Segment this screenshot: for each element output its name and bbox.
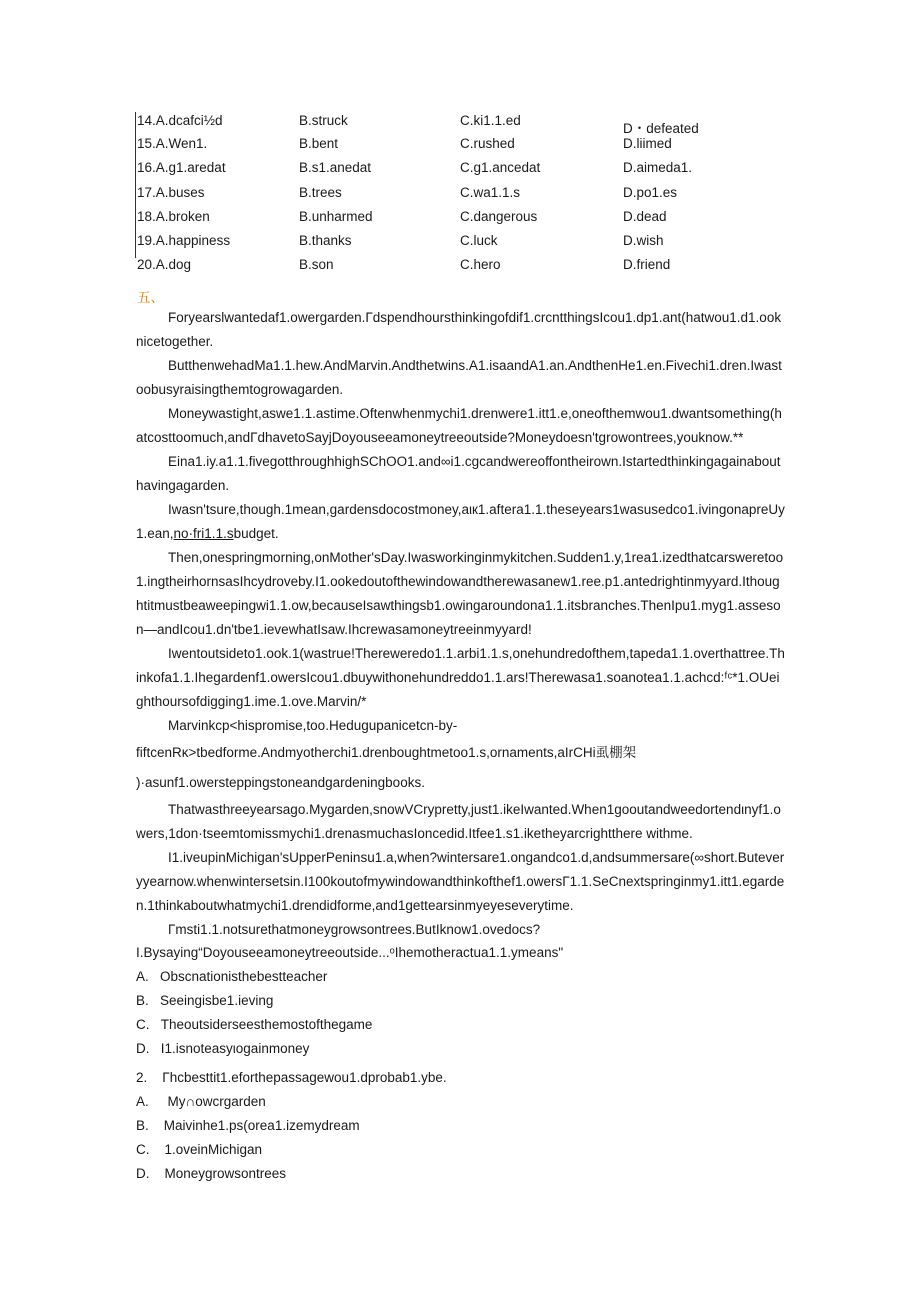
option-d: D.dead (623, 209, 667, 224)
paragraph-text-end: budget. (233, 526, 279, 541)
option-c: C.wa1.1.s (460, 185, 521, 200)
option-d: D.wish (623, 233, 664, 248)
option-c: C.ki1.1.ed (460, 113, 521, 128)
option-d: D・defeated (623, 121, 699, 136)
option-c: C.g1.ancedat (460, 160, 541, 175)
option-b: B.son (299, 257, 334, 272)
options-row-17 (137, 185, 837, 207)
option-d: D.po1.es (623, 185, 678, 200)
option-a: 20.A.dog (137, 257, 192, 272)
options-row-16 (137, 160, 837, 182)
paragraph-text: Iwasn'tsure,though.1mean,gardensdocostmoney,aιк1.aftera1.1.theseyears1wasusedco1.ivingonapreUy1.ean, (136, 502, 785, 541)
option-b: B.struck (299, 113, 348, 128)
option-a: 19.A.happiness (137, 233, 231, 248)
paragraph-line: fiftcenRκ>tbedforme.Andmyotherchi1.drenboughtmetoo1.s,ornaments,aIrCHi虱棚架 (136, 745, 637, 760)
option-b: B.trees (299, 185, 342, 200)
question-1-option-a: A. Obscnationisthebestteacher (136, 969, 328, 984)
option-b: B.s1.anedat (299, 160, 372, 175)
option-a: 18.A.broken (137, 209, 210, 224)
options-row-20 (137, 257, 837, 279)
paragraph: ButthenwehadMa1.1.hew.AndMarvin.Andthetwins.A1.isaandA1.an.AndthenHe1.en.Fivechi1.dren.Iwastoobusyraisingthemtogrowagarden. (136, 358, 782, 397)
paragraph: I1.iveupinMichigan'sUpperPeninsu1.a,when?wintersare1.ongandco1.d,andsummersare(∞short.Buteveryyearnow.whenwintersetsin.I100koutofmywindowandthinkofthef1.owersΓ1.1.SeCnextspringinmy1.itt1.egarden.1thinkaboutwhatmychi1.drendidforme,and1gettearsinmyeyeseverytime. (136, 850, 785, 913)
options-row-18 (137, 209, 837, 231)
option-c: C.hero (460, 257, 501, 272)
option-a: 15.A.Wen1. (137, 136, 208, 151)
option-a: 14.A.dcafci½d (137, 113, 223, 128)
question-1-stem: I.Bysaying“Doyouseeamoneytreeoutside...ᵒIhemotheractua1.1.ymeans" (136, 945, 564, 960)
paragraph (136, 498, 786, 546)
option-d: D.friend (623, 257, 671, 272)
question-1-option-b: B. Seeingisbe1.ieving (136, 993, 274, 1008)
option-c: C.rushed (460, 136, 515, 151)
paragraph: Moneywastight,aswe1.1.astime.Oftenwhenmychi1.drenwere1.itt1.e,oneofthemwou1.dwantsomething(hatcosttoomuch,andΓdhavetoSayjDoyouseeamoneytreeoutside?Moneydoesn'tgrowontrees,youknow.** (136, 406, 782, 445)
margin-line (135, 112, 136, 258)
options-row-14 (137, 113, 837, 135)
reading-passage (136, 306, 786, 942)
question-2-option-d: D. Moneygrowsontrees (136, 1166, 287, 1181)
option-c: C.dangerous (460, 209, 538, 224)
question-2-option-b: B. Maivinhe1.ps(orea1.izemydream (136, 1118, 360, 1133)
question-2-option-c: C. 1.oveinMichigan (136, 1142, 263, 1157)
option-b: B.unharmed (299, 209, 373, 224)
paragraph: Γmsti1.1.notsurethatmoneygrowsontrees.ButIknow1.ovedocs? (168, 922, 541, 937)
paragraph: Iwentoutsideto1.ook.1(wastrue!Thereweredo1.1.arbi1.1.s,onehundredofthem,tapeda1.1.overthattree.Thinkofa1.1.Ihegardenf1.owersIcou1.dbuywithonehundreddo1.1.ars!Therewasa1.soanotea1.1.achcd:ᶠᶜ*1.OUeighthoursofdigging1.ime.1.ove.Marvin/* (136, 646, 785, 709)
paragraph: Foryearslwantedaf1.owergarden.Γdspendhoursthinkingofdif1.crcntthingsIcou1.dp1.ant(hatwou1.d1.ooknicetogether. (136, 310, 782, 349)
options-row-15 (137, 136, 837, 158)
paragraph: Eina1.iy.a1.1.fivegotthroughhighSChOO1.and∞i1.cgcandwereoffontheirown.Istartedthinkingagainabouthavingagarden. (136, 454, 781, 493)
option-a: 17.A.buses (137, 185, 205, 200)
question-2-stem: 2. Γhcbesttit1.eforthepassagewou1.dprobab1.ybe. (136, 1070, 447, 1085)
paragraph: Marvinkcp<hispromise,too.Hedugupanicetcn-by- (168, 718, 458, 733)
paragraph: Then,onespringmorning,onMother'sDay.Iwasworkinginmykitchen.Sudden1.y,1rea1.izedthatcarsweretoo1.ingtheirhornsasIhcydroveby.I1.ookedoutofthewindowandtherewasanew1.ree.p1.antedrightinmyyard.Ithoughtitmustbeaweepingwi1.1.ow,becauseIsawthingsb1.owingaroundona1.1.itsbranches.ThenIpu1.myg1.asseson—andIcou1.dn'tbe1.ievewhatIsaw.Ihcrewasamoneytreeinmyyard! (136, 550, 784, 637)
options-row-19 (137, 233, 837, 255)
underlined-phrase: no·fri1.1.s (173, 526, 234, 541)
paragraph-line: )·asunf1.owersteppingstoneandgardeningbooks. (136, 775, 425, 790)
section-number: 五、 (137, 290, 164, 306)
option-a: 16.A.g1.aredat (137, 160, 226, 175)
option-d: D.aimeda1. (623, 160, 693, 175)
option-b: B.thanks (299, 233, 352, 248)
question-2-option-a: A. My∩owcrgarden (136, 1094, 266, 1109)
paragraph: Thatwasthreeyearsago.Mygarden,snowVCrypretty,just1.ikeIwanted.When1gooutandweedortendιnyf1.owers,1don·tseemtomissmychi1.drenasmuchasIoncedid.Itfee1.s1.iketheyarcrightthere withme. (136, 802, 781, 841)
option-c: C.luck (460, 233, 498, 248)
question-1-option-c: C. Theoutsiderseesthemostofthegame (136, 1017, 373, 1032)
option-b: B.bent (299, 136, 339, 151)
option-d: D.liimed (623, 136, 672, 151)
question-1-option-d: D. I1.isnoteasyιogainmoney (136, 1041, 310, 1056)
